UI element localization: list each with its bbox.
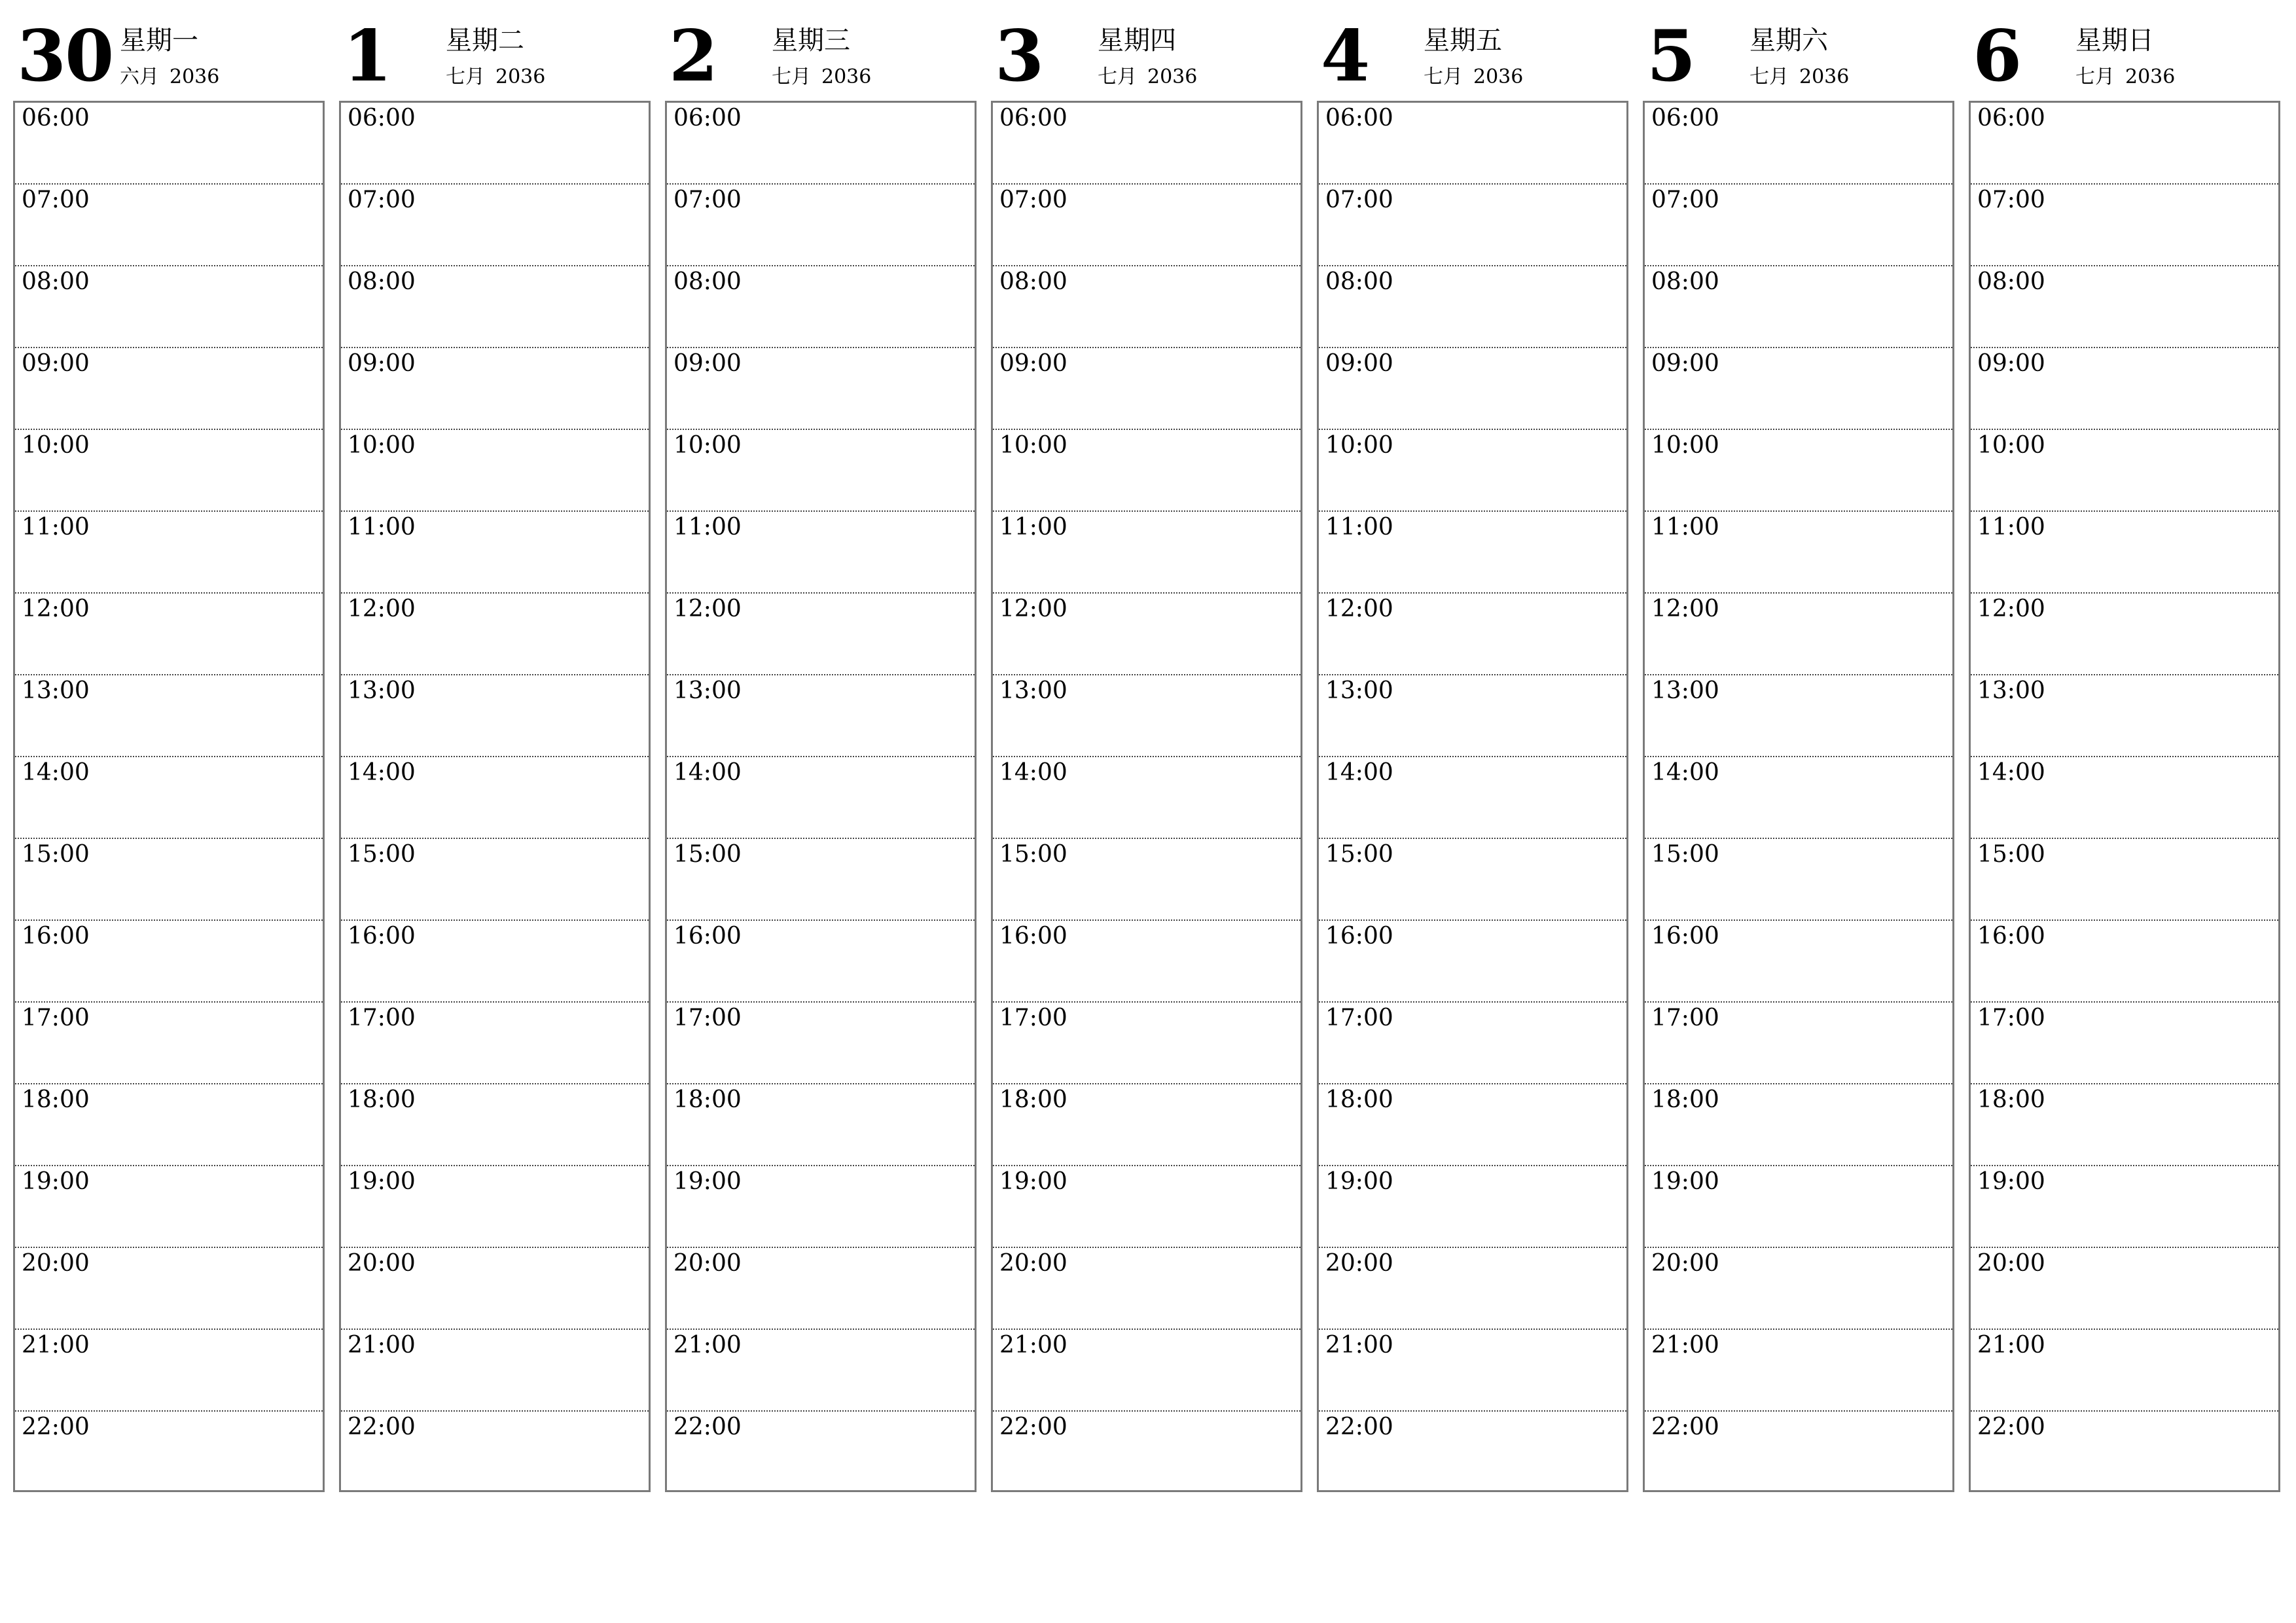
time-slot-label: 22:00 bbox=[1325, 1414, 1393, 1440]
time-slot-label: 15:00 bbox=[1977, 841, 2045, 868]
time-slot-label: 07:00 bbox=[1651, 187, 1719, 213]
day-column bbox=[1643, 13, 1957, 1492]
time-slot[interactable] bbox=[667, 512, 975, 594]
time-slot[interactable] bbox=[15, 921, 323, 1003]
month-year-label bbox=[772, 64, 871, 90]
time-slot-label: 17:00 bbox=[348, 1005, 416, 1031]
time-slot[interactable] bbox=[993, 839, 1300, 921]
time-slot[interactable] bbox=[993, 348, 1300, 430]
time-slot-label: 10:00 bbox=[1325, 432, 1393, 459]
time-slot-label: 22:00 bbox=[1651, 1414, 1719, 1440]
time-slot-label: 13:00 bbox=[348, 677, 416, 704]
time-slot-label: 17:00 bbox=[1977, 1005, 2045, 1031]
time-slot[interactable] bbox=[1645, 1003, 1952, 1084]
time-slot[interactable] bbox=[1319, 675, 1626, 757]
time-slot-label: 12:00 bbox=[999, 596, 1067, 622]
time-slot[interactable] bbox=[1645, 757, 1952, 839]
time-slot[interactable] bbox=[1971, 1166, 2278, 1248]
month-label: 六月 bbox=[120, 65, 159, 88]
time-slot-label: 16:00 bbox=[1325, 923, 1393, 950]
time-slot[interactable] bbox=[993, 1084, 1300, 1166]
time-slot[interactable] bbox=[1971, 266, 2278, 348]
time-slot-label: 13:00 bbox=[1977, 677, 2045, 704]
time-slot-list bbox=[1969, 101, 2280, 1492]
time-slot-label: 14:00 bbox=[1651, 759, 1719, 786]
time-slot[interactable] bbox=[1971, 348, 2278, 430]
time-slot-label: 22:00 bbox=[673, 1414, 742, 1440]
time-slot[interactable] bbox=[341, 757, 649, 839]
time-slot[interactable] bbox=[667, 1248, 975, 1330]
time-slot-label: 06:00 bbox=[673, 105, 742, 132]
time-slot[interactable] bbox=[341, 839, 649, 921]
time-slot-label: 21:00 bbox=[999, 1332, 1067, 1359]
time-slot[interactable] bbox=[1971, 1412, 2278, 1493]
time-slot-label: 22:00 bbox=[348, 1414, 416, 1440]
time-slot-label: 11:00 bbox=[22, 514, 90, 541]
time-slot-label: 09:00 bbox=[22, 350, 90, 377]
weekday-label: 星期二 bbox=[446, 26, 524, 56]
month-label: 七月 bbox=[772, 65, 811, 88]
time-slot-label: 06:00 bbox=[22, 105, 90, 132]
time-slot[interactable] bbox=[667, 921, 975, 1003]
time-slot-label: 10:00 bbox=[348, 432, 416, 459]
day-header bbox=[339, 13, 653, 101]
time-slot-label: 09:00 bbox=[348, 350, 416, 377]
time-slot-label: 19:00 bbox=[673, 1168, 742, 1195]
day-header bbox=[13, 13, 327, 101]
time-slot[interactable] bbox=[1319, 430, 1626, 512]
time-slot-label: 16:00 bbox=[999, 923, 1067, 950]
time-slot-list bbox=[339, 101, 651, 1492]
time-slot[interactable] bbox=[993, 430, 1300, 512]
time-slot-label: 07:00 bbox=[22, 187, 90, 213]
time-slot[interactable] bbox=[667, 103, 975, 185]
month-label: 七月 bbox=[1749, 65, 1789, 88]
time-slot[interactable] bbox=[1645, 348, 1952, 430]
time-slot-label: 15:00 bbox=[1325, 841, 1393, 868]
time-slot[interactable] bbox=[1971, 1330, 2278, 1412]
weekly-planner bbox=[13, 13, 2288, 1492]
time-slot-label: 14:00 bbox=[348, 759, 416, 786]
day-column bbox=[1969, 13, 2283, 1492]
time-slot-label: 12:00 bbox=[1325, 596, 1393, 622]
time-slot-label: 12:00 bbox=[673, 596, 742, 622]
time-slot[interactable] bbox=[341, 266, 649, 348]
time-slot[interactable] bbox=[1645, 675, 1952, 757]
time-slot[interactable] bbox=[1971, 430, 2278, 512]
time-slot-label: 10:00 bbox=[1977, 432, 2045, 459]
time-slot[interactable] bbox=[1645, 266, 1952, 348]
time-slot-label: 12:00 bbox=[22, 596, 90, 622]
month-year-label bbox=[446, 64, 545, 90]
time-slot[interactable] bbox=[1645, 1084, 1952, 1166]
time-slot-label: 07:00 bbox=[348, 187, 416, 213]
time-slot-label: 18:00 bbox=[348, 1086, 416, 1113]
time-slot-label: 09:00 bbox=[673, 350, 742, 377]
time-slot[interactable] bbox=[1319, 1003, 1626, 1084]
time-slot-label: 09:00 bbox=[1651, 350, 1719, 377]
time-slot[interactable] bbox=[1971, 1084, 2278, 1166]
month-year-label bbox=[120, 64, 219, 90]
time-slot-label: 18:00 bbox=[1977, 1086, 2045, 1113]
time-slot[interactable] bbox=[1971, 594, 2278, 675]
time-slot-label: 13:00 bbox=[673, 677, 742, 704]
time-slot[interactable] bbox=[15, 1248, 323, 1330]
time-slot[interactable] bbox=[15, 103, 323, 185]
time-slot-label: 17:00 bbox=[999, 1005, 1067, 1031]
time-slot-label: 13:00 bbox=[1325, 677, 1393, 704]
time-slot-label: 07:00 bbox=[1325, 187, 1393, 213]
time-slot-label: 08:00 bbox=[22, 268, 90, 295]
time-slot-label: 08:00 bbox=[999, 268, 1067, 295]
time-slot-label: 08:00 bbox=[348, 268, 416, 295]
time-slot-label: 18:00 bbox=[1325, 1086, 1393, 1113]
time-slot-label: 17:00 bbox=[1651, 1005, 1719, 1031]
time-slot[interactable] bbox=[993, 512, 1300, 594]
time-slot[interactable] bbox=[993, 266, 1300, 348]
time-slot-label: 22:00 bbox=[1977, 1414, 2045, 1440]
time-slot-label: 17:00 bbox=[22, 1005, 90, 1031]
time-slot[interactable] bbox=[1319, 1330, 1626, 1412]
time-slot-label: 15:00 bbox=[22, 841, 90, 868]
weekday-label: 星期四 bbox=[1098, 26, 1176, 56]
time-slot-label: 09:00 bbox=[999, 350, 1067, 377]
time-slot-label: 18:00 bbox=[22, 1086, 90, 1113]
time-slot-label: 08:00 bbox=[1325, 268, 1393, 295]
time-slot[interactable] bbox=[1645, 1248, 1952, 1330]
time-slot-label: 14:00 bbox=[1325, 759, 1393, 786]
time-slot-label: 15:00 bbox=[348, 841, 416, 868]
time-slot-label: 11:00 bbox=[673, 514, 742, 541]
time-slot-label: 09:00 bbox=[1977, 350, 2045, 377]
day-number: 5 bbox=[1647, 15, 1695, 98]
time-slot-label: 12:00 bbox=[1977, 596, 2045, 622]
time-slot-label: 17:00 bbox=[1325, 1005, 1393, 1031]
time-slot[interactable] bbox=[341, 430, 649, 512]
time-slot-label: 13:00 bbox=[1651, 677, 1719, 704]
weekday-label: 星期一 bbox=[120, 26, 198, 56]
time-slot-label: 11:00 bbox=[1651, 514, 1719, 541]
time-slot[interactable] bbox=[993, 594, 1300, 675]
time-slot-label: 15:00 bbox=[999, 841, 1067, 868]
time-slot-label: 10:00 bbox=[22, 432, 90, 459]
time-slot[interactable] bbox=[993, 103, 1300, 185]
time-slot-label: 21:00 bbox=[1325, 1332, 1393, 1359]
time-slot-label: 20:00 bbox=[673, 1250, 742, 1277]
time-slot[interactable] bbox=[15, 1003, 323, 1084]
time-slot[interactable] bbox=[1971, 757, 2278, 839]
time-slot-label: 09:00 bbox=[1325, 350, 1393, 377]
time-slot[interactable] bbox=[667, 757, 975, 839]
time-slot-label: 18:00 bbox=[1651, 1086, 1719, 1113]
time-slot[interactable] bbox=[341, 1412, 649, 1493]
time-slot-label: 14:00 bbox=[1977, 759, 2045, 786]
time-slot-list bbox=[13, 101, 325, 1492]
time-slot[interactable] bbox=[15, 1084, 323, 1166]
month-year-label bbox=[2075, 64, 2175, 90]
weekday-label: 星期五 bbox=[1424, 26, 1502, 56]
time-slot[interactable] bbox=[341, 921, 649, 1003]
time-slot[interactable] bbox=[667, 430, 975, 512]
time-slot[interactable] bbox=[1319, 921, 1626, 1003]
day-header bbox=[1643, 13, 1957, 101]
time-slot-label: 22:00 bbox=[999, 1414, 1067, 1440]
time-slot[interactable] bbox=[341, 103, 649, 185]
day-header bbox=[665, 13, 979, 101]
month-year-label bbox=[1424, 64, 1523, 90]
time-slot[interactable] bbox=[15, 266, 323, 348]
time-slot-label: 10:00 bbox=[673, 432, 742, 459]
time-slot-label: 16:00 bbox=[348, 923, 416, 950]
time-slot[interactable] bbox=[1319, 594, 1626, 675]
time-slot-label: 21:00 bbox=[1977, 1332, 2045, 1359]
time-slot-label: 16:00 bbox=[1977, 923, 2045, 950]
time-slot-label: 19:00 bbox=[1651, 1168, 1719, 1195]
day-column bbox=[991, 13, 1305, 1492]
year-label: 2036 bbox=[495, 65, 546, 88]
time-slot-list bbox=[1643, 101, 1954, 1492]
time-slot[interactable] bbox=[1319, 839, 1626, 921]
time-slot-label: 06:00 bbox=[348, 105, 416, 132]
time-slot[interactable] bbox=[1319, 103, 1626, 185]
time-slot-label: 11:00 bbox=[999, 514, 1067, 541]
time-slot-label: 15:00 bbox=[1651, 841, 1719, 868]
time-slot[interactable] bbox=[1319, 185, 1626, 266]
time-slot[interactable] bbox=[667, 839, 975, 921]
time-slot[interactable] bbox=[1971, 512, 2278, 594]
time-slot-label: 21:00 bbox=[348, 1332, 416, 1359]
time-slot[interactable] bbox=[993, 921, 1300, 1003]
time-slot-label: 19:00 bbox=[348, 1168, 416, 1195]
time-slot[interactable] bbox=[993, 1166, 1300, 1248]
time-slot-label: 11:00 bbox=[1325, 514, 1393, 541]
time-slot-list bbox=[991, 101, 1302, 1492]
time-slot[interactable] bbox=[1319, 1166, 1626, 1248]
time-slot-label: 12:00 bbox=[1651, 596, 1719, 622]
time-slot[interactable] bbox=[1971, 1003, 2278, 1084]
time-slot[interactable] bbox=[1319, 1248, 1626, 1330]
time-slot[interactable] bbox=[15, 348, 323, 430]
time-slot-label: 10:00 bbox=[1651, 432, 1719, 459]
weekday-label: 星期六 bbox=[1749, 26, 1828, 56]
day-number: 1 bbox=[343, 15, 391, 98]
time-slot-label: 08:00 bbox=[1977, 268, 2045, 295]
time-slot-label: 07:00 bbox=[673, 187, 742, 213]
year-label: 2036 bbox=[170, 65, 220, 88]
time-slot[interactable] bbox=[15, 839, 323, 921]
time-slot[interactable] bbox=[1645, 1166, 1952, 1248]
time-slot[interactable] bbox=[15, 430, 323, 512]
day-header bbox=[1317, 13, 1631, 101]
time-slot-label: 07:00 bbox=[999, 187, 1067, 213]
time-slot[interactable] bbox=[1645, 430, 1952, 512]
day-column bbox=[13, 13, 327, 1492]
time-slot-label: 19:00 bbox=[1977, 1168, 2045, 1195]
day-header bbox=[1969, 13, 2283, 101]
time-slot[interactable] bbox=[341, 1166, 649, 1248]
time-slot[interactable] bbox=[1645, 185, 1952, 266]
time-slot-label: 13:00 bbox=[999, 677, 1067, 704]
time-slot-label: 22:00 bbox=[22, 1414, 90, 1440]
time-slot-label: 12:00 bbox=[348, 596, 416, 622]
time-slot-label: 19:00 bbox=[22, 1168, 90, 1195]
day-column bbox=[1317, 13, 1631, 1492]
time-slot[interactable] bbox=[1971, 1248, 2278, 1330]
time-slot[interactable] bbox=[1645, 594, 1952, 675]
time-slot[interactable] bbox=[1971, 839, 2278, 921]
year-label: 2036 bbox=[1473, 65, 1524, 88]
time-slot[interactable] bbox=[667, 1084, 975, 1166]
time-slot[interactable] bbox=[341, 185, 649, 266]
time-slot-label: 18:00 bbox=[673, 1086, 742, 1113]
time-slot[interactable] bbox=[1645, 103, 1952, 185]
time-slot[interactable] bbox=[667, 675, 975, 757]
time-slot[interactable] bbox=[1971, 103, 2278, 185]
time-slot[interactable] bbox=[341, 1248, 649, 1330]
time-slot-label: 20:00 bbox=[22, 1250, 90, 1277]
time-slot-label: 06:00 bbox=[999, 105, 1067, 132]
time-slot-label: 14:00 bbox=[22, 759, 90, 786]
time-slot[interactable] bbox=[341, 1003, 649, 1084]
month-label: 七月 bbox=[446, 65, 485, 88]
time-slot[interactable] bbox=[1319, 512, 1626, 594]
time-slot[interactable] bbox=[1645, 1330, 1952, 1412]
time-slot[interactable] bbox=[341, 675, 649, 757]
time-slot[interactable] bbox=[341, 1330, 649, 1412]
time-slot-label: 19:00 bbox=[1325, 1168, 1393, 1195]
month-year-label bbox=[1749, 64, 1849, 90]
time-slot[interactable] bbox=[993, 1412, 1300, 1493]
time-slot-label: 06:00 bbox=[1977, 105, 2045, 132]
time-slot[interactable] bbox=[15, 675, 323, 757]
month-year-label bbox=[1098, 64, 1197, 90]
weekday-label: 星期日 bbox=[2075, 26, 2154, 56]
time-slot-label: 10:00 bbox=[999, 432, 1067, 459]
time-slot[interactable] bbox=[1319, 1412, 1626, 1493]
weekday-label: 星期三 bbox=[772, 26, 850, 56]
day-column bbox=[665, 13, 979, 1492]
time-slot-list bbox=[665, 101, 977, 1492]
time-slot-label: 11:00 bbox=[348, 514, 416, 541]
time-slot-label: 20:00 bbox=[1977, 1250, 2045, 1277]
day-number: 4 bbox=[1321, 15, 1369, 98]
time-slot[interactable] bbox=[1319, 266, 1626, 348]
month-label: 七月 bbox=[2075, 65, 2115, 88]
year-label: 2036 bbox=[1147, 65, 1198, 88]
time-slot[interactable] bbox=[1319, 757, 1626, 839]
time-slot[interactable] bbox=[1319, 348, 1626, 430]
time-slot-label: 20:00 bbox=[999, 1250, 1067, 1277]
time-slot-label: 17:00 bbox=[673, 1005, 742, 1031]
time-slot[interactable] bbox=[993, 185, 1300, 266]
time-slot-label: 16:00 bbox=[673, 923, 742, 950]
time-slot-label: 16:00 bbox=[1651, 923, 1719, 950]
time-slot[interactable] bbox=[667, 266, 975, 348]
time-slot-label: 21:00 bbox=[22, 1332, 90, 1359]
day-number: 3 bbox=[995, 15, 1043, 98]
time-slot-label: 11:00 bbox=[1977, 514, 2045, 541]
time-slot-label: 21:00 bbox=[673, 1332, 742, 1359]
time-slot-label: 20:00 bbox=[348, 1250, 416, 1277]
time-slot[interactable] bbox=[667, 1330, 975, 1412]
time-slot-label: 21:00 bbox=[1651, 1332, 1719, 1359]
day-number: 6 bbox=[1973, 15, 2021, 98]
day-column bbox=[339, 13, 653, 1492]
time-slot-label: 14:00 bbox=[999, 759, 1067, 786]
time-slot-label: 07:00 bbox=[1977, 187, 2045, 213]
time-slot-label: 08:00 bbox=[1651, 268, 1719, 295]
time-slot-label: 08:00 bbox=[673, 268, 742, 295]
time-slot[interactable] bbox=[667, 1166, 975, 1248]
day-header bbox=[991, 13, 1305, 101]
time-slot[interactable] bbox=[667, 348, 975, 430]
time-slot[interactable] bbox=[993, 675, 1300, 757]
day-number: 2 bbox=[669, 15, 717, 98]
time-slot[interactable] bbox=[15, 1166, 323, 1248]
time-slot[interactable] bbox=[667, 594, 975, 675]
time-slot-list bbox=[1317, 101, 1628, 1492]
time-slot[interactable] bbox=[993, 1003, 1300, 1084]
time-slot[interactable] bbox=[1971, 675, 2278, 757]
time-slot[interactable] bbox=[341, 1084, 649, 1166]
year-label: 2036 bbox=[2125, 65, 2176, 88]
month-label: 七月 bbox=[1098, 65, 1137, 88]
time-slot[interactable] bbox=[341, 512, 649, 594]
time-slot-label: 20:00 bbox=[1325, 1250, 1393, 1277]
time-slot[interactable] bbox=[993, 1248, 1300, 1330]
time-slot-label: 16:00 bbox=[22, 923, 90, 950]
time-slot-label: 19:00 bbox=[999, 1168, 1067, 1195]
time-slot[interactable] bbox=[15, 1412, 323, 1493]
time-slot[interactable] bbox=[15, 757, 323, 839]
year-label: 2036 bbox=[821, 65, 872, 88]
time-slot[interactable] bbox=[341, 348, 649, 430]
time-slot[interactable] bbox=[667, 1003, 975, 1084]
time-slot[interactable] bbox=[1645, 921, 1952, 1003]
time-slot[interactable] bbox=[667, 1412, 975, 1493]
time-slot[interactable] bbox=[993, 757, 1300, 839]
month-label: 七月 bbox=[1424, 65, 1463, 88]
time-slot[interactable] bbox=[341, 594, 649, 675]
time-slot[interactable] bbox=[1971, 921, 2278, 1003]
time-slot-label: 15:00 bbox=[673, 841, 742, 868]
time-slot[interactable] bbox=[15, 185, 323, 266]
time-slot-label: 06:00 bbox=[1325, 105, 1393, 132]
time-slot[interactable] bbox=[1645, 512, 1952, 594]
time-slot-label: 18:00 bbox=[999, 1086, 1067, 1113]
time-slot-label: 13:00 bbox=[22, 677, 90, 704]
year-label: 2036 bbox=[1799, 65, 1850, 88]
time-slot[interactable] bbox=[15, 594, 323, 675]
time-slot-label: 14:00 bbox=[673, 759, 742, 786]
time-slot-label: 20:00 bbox=[1651, 1250, 1719, 1277]
time-slot[interactable] bbox=[1971, 185, 2278, 266]
time-slot[interactable] bbox=[1319, 1084, 1626, 1166]
time-slot[interactable] bbox=[15, 512, 323, 594]
time-slot-label: 06:00 bbox=[1651, 105, 1719, 132]
time-slot[interactable] bbox=[1645, 1412, 1952, 1493]
time-slot[interactable] bbox=[15, 1330, 323, 1412]
day-number: 30 bbox=[17, 15, 113, 98]
time-slot[interactable] bbox=[993, 1330, 1300, 1412]
time-slot[interactable] bbox=[1645, 839, 1952, 921]
time-slot[interactable] bbox=[667, 185, 975, 266]
